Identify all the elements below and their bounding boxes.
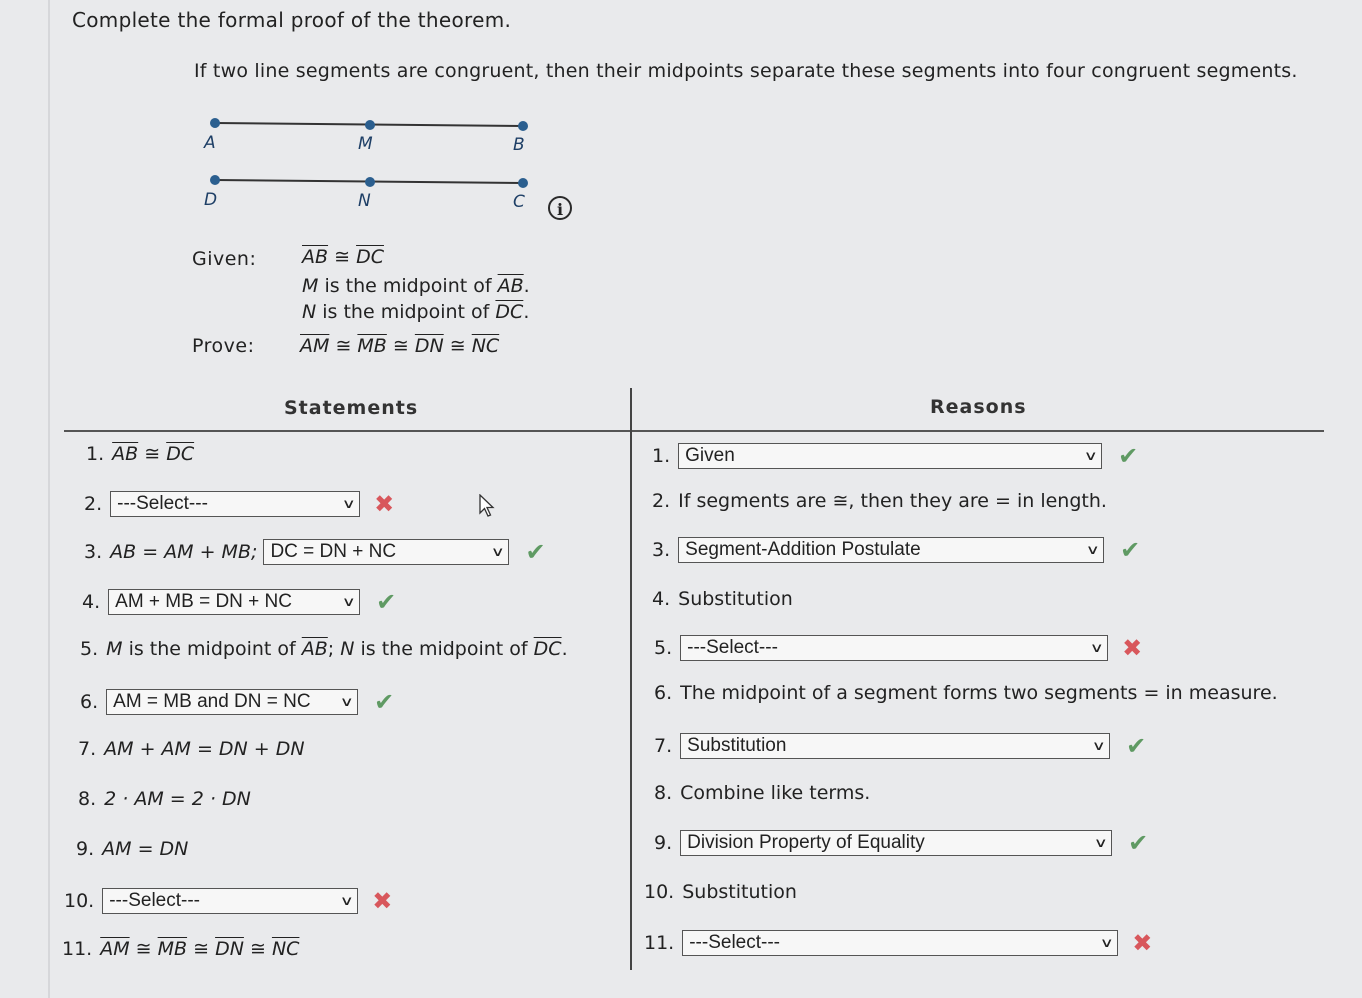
label-m: M — [358, 134, 373, 154]
given-line-1: $\overline{AB}$ ≅ $\overline{DC}$ — [302, 246, 384, 268]
given-line-3: N is the midpoint of $\overline{DC}$. — [302, 301, 530, 323]
reason-10: 10. Substitution — [644, 881, 797, 903]
point-d — [210, 175, 220, 185]
chevron-down-icon: ∨ — [1091, 738, 1106, 753]
statement-8: 8. 2 · AM = 2 · DN — [78, 788, 251, 810]
statement-4-select[interactable]: AM + MB = DN + NC ∨ — [108, 589, 360, 615]
chevron-down-icon: ∨ — [1083, 448, 1098, 463]
statement-6-select[interactable]: AM = MB and DN = NC ∨ — [106, 689, 358, 715]
correct-check-icon: ✔ — [1126, 732, 1147, 760]
incorrect-icon: ✖ — [372, 887, 393, 915]
label-b: B — [513, 135, 525, 155]
statement-6: 6. AM = MB and DN = NC ∨ ✔ — [80, 688, 395, 716]
label-a: A — [204, 133, 216, 153]
correct-check-icon: ✔ — [525, 538, 546, 566]
statement-10: 10. ---Select--- ∨ ✖ — [64, 887, 393, 915]
reason-11-select[interactable]: ---Select--- ∨ — [682, 930, 1118, 956]
table-column-divider — [630, 388, 632, 970]
segment-diagram — [190, 100, 550, 220]
reasons-header: Reasons — [930, 396, 1027, 418]
correct-check-icon: ✔ — [374, 688, 395, 716]
label-d: D — [204, 190, 218, 210]
reason-5-select[interactable]: ---Select--- ∨ — [680, 635, 1108, 661]
point-c — [518, 178, 528, 188]
instruction-text: Complete the formal proof of the theorem. — [72, 8, 512, 32]
chevron-down-icon: ∨ — [341, 594, 356, 609]
statement-5: 5. M is the midpoint of $\overline{AB}$ ; N is the midpoint of $\overline{DC}$ . — [80, 638, 568, 660]
statement-11: 11. $\overline{AM}$ ≅ $\overline{MB}$ ≅ $\overline{DN}$ ≅ $\overline{NC}$ — [62, 938, 300, 960]
chevron-down-icon: ∨ — [1099, 935, 1114, 950]
reason-6: 6. The midpoint of a segment forms two segments = in measure. — [654, 682, 1278, 704]
correct-check-icon: ✔ — [1128, 829, 1149, 857]
chevron-down-icon: ∨ — [1093, 835, 1108, 850]
statement-9: 9. AM = DN — [76, 838, 189, 860]
reason-9-select[interactable]: Division Property of Equality ∨ — [680, 830, 1112, 856]
reason-3: 3. Segment-Addition Postulate ∨ ✔ — [652, 536, 1141, 564]
correct-check-icon: ✔ — [1120, 536, 1141, 564]
chevron-down-icon: ∨ — [339, 893, 354, 908]
table-header-rule — [64, 430, 1324, 432]
statement-2-select[interactable]: ---Select--- ∨ — [110, 491, 360, 517]
reason-11: 11. ---Select--- ∨ ✖ — [644, 929, 1153, 957]
correct-check-icon: ✔ — [1118, 442, 1139, 470]
label-c: C — [513, 192, 525, 212]
correct-check-icon: ✔ — [376, 588, 397, 616]
reason-1-select[interactable]: Given ∨ — [678, 443, 1102, 469]
reason-9: 9. Division Property of Equality ∨ ✔ — [654, 829, 1149, 857]
reason-7: 7. Substitution ∨ ✔ — [654, 732, 1147, 760]
reason-7-select[interactable]: Substitution ∨ — [680, 733, 1110, 759]
point-b — [518, 121, 528, 131]
chevron-down-icon: ∨ — [1085, 542, 1100, 557]
mouse-cursor-icon — [478, 494, 496, 518]
statement-7: 7. AM + AM = DN + DN — [78, 738, 305, 760]
statements-header: Statements — [284, 397, 419, 419]
chevron-down-icon: ∨ — [1089, 640, 1104, 655]
info-icon[interactable]: i — [548, 196, 572, 220]
prove-statement: $\overline{AM}$ ≅ $\overline{MB}$ ≅ $\overline{DN}$ ≅ $\overline{NC}$ — [300, 335, 500, 357]
chevron-down-icon: ∨ — [339, 694, 354, 709]
incorrect-icon: ✖ — [1132, 929, 1153, 957]
statement-3: 3. AB = AM + MB; DC = DN + NC ∨ ✔ — [84, 538, 546, 566]
prove-label: Prove: — [192, 335, 255, 357]
statement-2: 2. ---Select--- ∨ ✖ — [84, 490, 395, 518]
given-line-2: M is the midpoint of $\overline{AB}$. — [302, 275, 530, 297]
left-margin-divider — [48, 0, 50, 998]
point-a — [210, 118, 220, 128]
incorrect-icon: ✖ — [374, 490, 395, 518]
incorrect-icon: ✖ — [1122, 634, 1143, 662]
reason-5: 5. ---Select--- ∨ ✖ — [654, 634, 1143, 662]
reason-1: 1. Given ∨ ✔ — [652, 442, 1139, 470]
given-label: Given: — [192, 248, 257, 270]
chevron-down-icon: ∨ — [341, 496, 356, 511]
statement-3-select[interactable]: DC = DN + NC ∨ — [263, 539, 509, 565]
statement-1: 1. $\overline{AB}$ ≅ $\overline{DC}$ — [86, 443, 195, 465]
label-n: N — [358, 191, 371, 211]
statement-4: 4. AM + MB = DN + NC ∨ ✔ — [82, 588, 397, 616]
statement-10-select[interactable]: ---Select--- ∨ — [102, 888, 358, 914]
chevron-down-icon: ∨ — [490, 544, 505, 559]
reason-3-select[interactable]: Segment-Addition Postulate ∨ — [678, 537, 1104, 563]
reason-8: 8. Combine like terms. — [654, 782, 871, 804]
theorem-text: If two line segments are congruent, then their midpoints separate these segments into four congruent segments. — [194, 60, 1298, 82]
reason-4: 4. Substitution — [652, 588, 793, 610]
reason-2: 2. If segments are ≅, then they are = in length. — [652, 490, 1107, 512]
point-m — [365, 120, 375, 130]
point-n — [365, 177, 375, 187]
